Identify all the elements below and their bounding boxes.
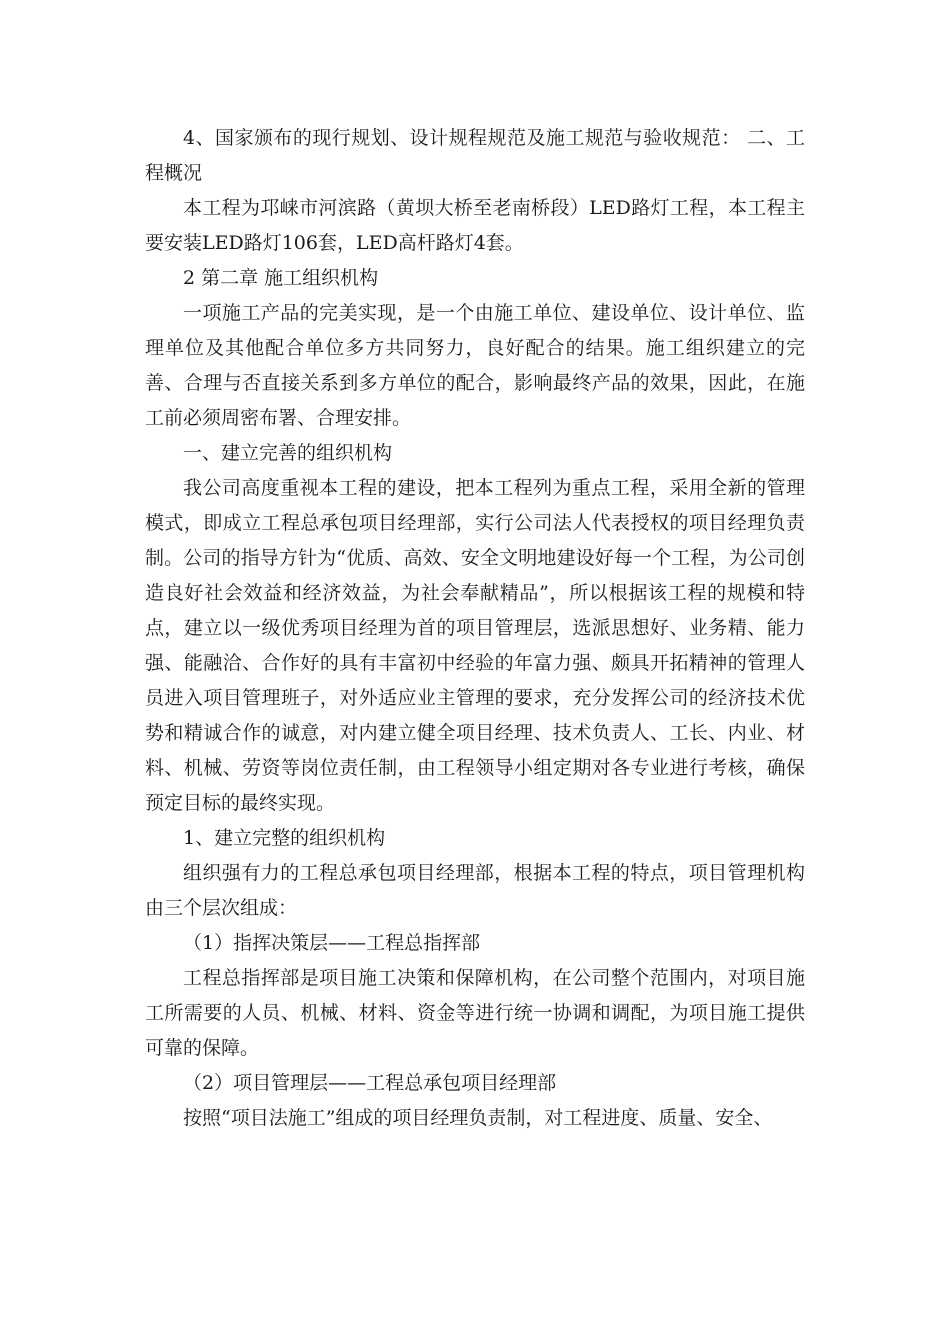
section-heading-organization: 一、建立完善的组织机构 <box>183 442 393 464</box>
chapter-heading: 2 第二章 施工组织机构 <box>183 267 379 289</box>
paragraph-company-management: 我公司高度重视本工程的建设，把本工程列为重点工程，采用全新的管理模式，即成立工程总承包项目经理部，实行公司法人代表授权的项目经理负责制。公司的指导方针为“优质、高效、安全文明地建设好每一个工程，为公司创造良好社会效益和经济效益，为社会奉献精品”，所以根据该工程的规模和特点，建立以一级优秀项目经理为首的项目管理层，选派思想好、业务精、能力强、能融洽、合作好的具有丰富初中经验的年富力强、颇具开拓精神的管理人员进入项目管理班子，对外适应业主管理的要求，充分发挥公司的经济技术优势和精诚合作的诚意，对内建立健全项目经理、技术负责人、工长、内业、材料、机械、劳资等岗位责任制，由工程领导小组定期对各专业进行考核，确保预定目标的最终实现。 <box>145 477 805 814</box>
subsection-heading-structure: 1、建立完整的组织机构 <box>183 827 386 849</box>
level-heading-command: （1）指挥决策层——工程总指挥部 <box>183 932 481 954</box>
paragraph-command-description: 工程总指挥部是项目施工决策和保障机构，在公司整个范围内，对项目施工所需要的人员、机械、材料、资金等进行统一协调和调配，为项目施工提供可靠的保障。 <box>145 967 805 1059</box>
document-body <box>145 121 805 1136</box>
paragraph-regulations: 4、国家颁布的现行规划、设计规程规范及施工规范与验收规范： 二、工程概况 <box>145 127 805 184</box>
paragraph-introduction: 一项施工产品的完美实现，是一个由施工单位、建设单位、设计单位、监理单位及其他配合单位多方共同努力，良好配合的结果。施工组织建立的完善、合理与否直接关系到多方单位的配合，影响最终产品的效果，因此，在施工前必须周密布署、合理安排。 <box>145 302 805 429</box>
paragraph-management-description: 按照“项目法施工”组成的项目经理负责制，对工程进度、质量、安全、 <box>183 1107 773 1129</box>
paragraph-project-overview: 本工程为邛崃市河滨路（黄坝大桥至老南桥段）LED路灯工程，本工程主要安装LED路灯106套，LED高杆路灯4套。 <box>145 197 805 254</box>
paragraph-three-levels: 组织强有力的工程总承包项目经理部，根据本工程的特点，项目管理机构由三个层次组成： <box>145 862 805 919</box>
level-heading-management: （2）项目管理层——工程总承包项目经理部 <box>183 1072 557 1094</box>
